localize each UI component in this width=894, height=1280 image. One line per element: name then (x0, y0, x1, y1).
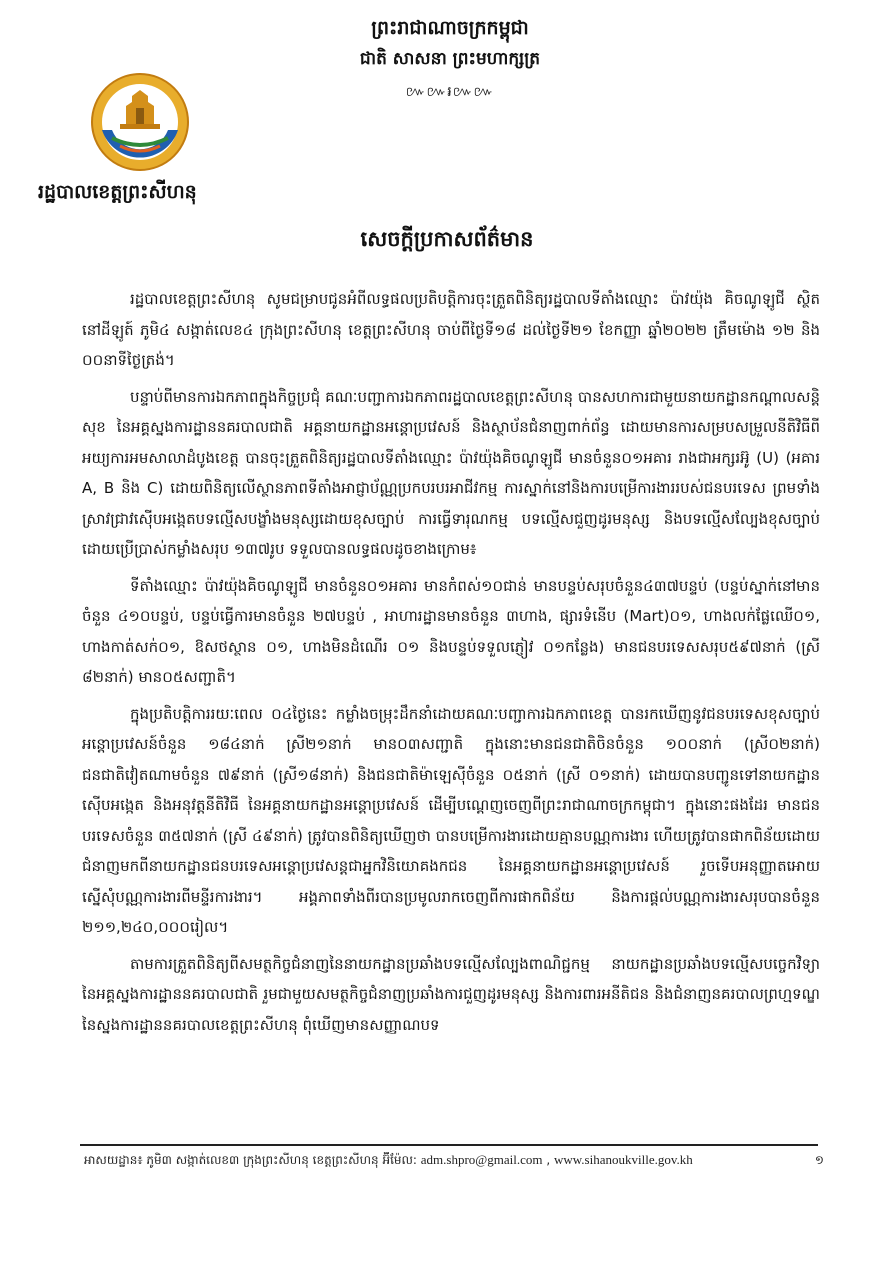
website-link[interactable]: www.sihanoukville.gov.kh (553, 1152, 693, 1167)
paragraph-3: ទីតាំងឈ្មោះ ប៉ាវយ៉ុងគិចណូឡូជី មានចំនួន០១អគារ មានកំពស់១០ជាន់ មានបន្ទប់សរុបចំនួន៤៣៧បន្ទប់ (បន្ទប់ស្នាក់នៅមានចំនួន ៤១០បន្ទប់, បន្ទប់ធ្វើការមានចំនួន ២៧បន្ទប់ , អាហារដ្ឋានមានចំនួន ៣ហាង, ផ្សារទំនើប (Mart)០១, ហាងលក់ផ្លែឈើ០១, ហាងកាត់សក់០១, ឱសថស្ថាន ០១, ហាងមិនដំណើរ ០១ និងបន្ទប់ទទួលភ្ញៀវ ០១កន្លែង) មានជនបរទេសសរុប៥៩៧នាក់ (ស្រី ៨២នាក់) មាន០៥សញ្ជាតិ។ (82, 576, 820, 686)
document-title: សេចក្ដីប្រកាសព័ត៌មាន (360, 226, 534, 251)
provincial-emblem-icon (90, 72, 190, 172)
paragraph-2: បន្ទាប់ពីមានការឯកភាពក្នុងកិច្ចប្រជុំ គណៈបញ្ជាការឯកភាពរដ្ឋបាលខេត្តព្រះសីហនុ បានសហការជាមួយនាយកដ្ឋានកណ្ដាលសន្តិសុខ នៃអគ្គស្នងការដ្ឋាននគរបាលជាតិ អគ្គនាយកដ្ឋានអន្តោប្រវេសន៍ និងស្ថាប័នជំនាញពាក់ព័ន្ធ ដោយមានការសម្របសម្រួលនីតិវិធីពីអយ្យការអមសាលាដំបូងខេត្ត បានចុះត្រួតពិនិត្យរដ្ឋបាលទីតាំងឈ្មោះ ប៉ាវយ៉ុងគិចណូឡូជី មានចំនួន០១អគារ រាងជាអក្សរអ៊ូ (U) (អគារ A, B និង C) ដោយពិនិត្យលើស្ថានភាពទីតាំងអាជ្ញាប័ណ្ណប្រកបរបរអាជីវកម្ម ការស្នាក់នៅនិងការបម្រើការងាររបស់ជនបរទេស ព្រមទាំងស្រាវជ្រាវស៊ើបអង្កេតបទល្មើសបង្ខាំងមនុស្សដោយខុសច្បាប់ ការធ្វើទារុណកម្ម បទល្មើសជួញដូរមនុស្ស និងបទល្មើសល្បែងខុសច្បាប់ ដោយប្រើប្រាស់កម្លាំងសរុប ១៣៧រូប ទទួលបានលទ្ធផលដូចខាងក្រោម៖ (82, 387, 820, 558)
paragraph-4: ក្នុងប្រតិបត្តិការរយៈពេល ០៤ថ្ងៃនេះ កម្លាំងចម្រុះដឹកនាំដោយគណៈបញ្ជាការឯកភាពខេត្ត បានរកឃើញនូវជនបរទេសខុសច្បាប់អន្តោប្រវេសន៍ចំនួន ១៨៤នាក់ ស្រី២១នាក់ មាន០៣សញ្ជាតិ ក្នុងនោះមានជនជាតិចិនចំនួន ១០០នាក់ (ស្រី០២នាក់) ជនជាតិវៀតណាមចំនួន ៧៩នាក់ (ស្រី១៨នាក់) និងជនជាតិម៉ាឡេស៊ីចំនួន ០៥នាក់ (ស្រី ០១នាក់) ដោយបានបញ្ជូនទៅនាយកដ្ឋានស៊ើបអង្កេត និងអនុវត្តនីតិវិធី នៃអគ្គនាយកដ្ឋានអន្តោប្រវេសន៍ ដើម្បីបណ្ដេញចេញពីព្រះរាជាណាចក្រកម្ពុជា។ ក្នុងនោះផងដែរ មានជនបរទេសចំនួន ៣៥៧នាក់ (ស្រី ៤៩នាក់) ត្រូវបានពិនិត្យឃើញថា បានបម្រើការងារដោយគ្មានបណ្ណការងារ ហើយត្រូវបានផាកពិន័យដោយជំនាញមកពីនាយកដ្ឋានជនបរទេសអន្តោប្រវេសន្តជាអ្នកវិនិយោគងកជន នៃអគ្គនាយកដ្ឋានអន្តោប្រវេសន៍ រួចទើបអនុញ្ញាតអោយស្នើសុំបណ្ណការងារពីមន្ទីរការងារ។ អង្គភាពទាំងពីរបានប្រមូលរាកចេញពីការផាកពិន័យ និងការផ្ដល់បណ្ណការងារសរុបបានចំនួន ២១១,២៤០,០០០រៀល។ (82, 704, 820, 936)
email-link[interactable]: adm.shpro@gmail.com (420, 1152, 543, 1167)
page-number: ១ (814, 1153, 824, 1167)
national-motto: ជាតិ សាសនា ព្រះមហាក្សត្រ (359, 49, 541, 69)
kingdom-heading: ព្រះរាជាណាចក្រកម្ពុជា (371, 17, 529, 39)
issuing-authority: រដ្ឋបាលខេត្តព្រះសីហនុ (38, 181, 197, 203)
footer-divider (80, 1144, 818, 1146)
footer (84, 1152, 824, 1172)
paragraph-5: តាមការត្រួតពិនិត្យពីសមត្ថកិច្ចជំនាញនៃនាយកដ្ឋានប្រឆាំងបទល្មើសល្បែងពាណិជ្ជកម្ម នាយកដ្ឋានប្រឆាំងបទល្មើសបច្ចេកវិទ្យា នៃអគ្គស្នងការដ្ឋាននគរបាលជាតិ រួមជាមួយសមត្ថកិច្ចជំនាញប្រឆាំងការជួញដូរមនុស្ស និងការពារអនីតិជន និងជំនាញនគរបាលព្រហ្មទណ្ឌ នៃស្នងការដ្ឋាននគរបាលខេត្តព្រះសីហនុ ពុំឃើញមានសញ្ញាណបទ (82, 954, 820, 1034)
ornament-divider: ៚៚៛៚៚ (405, 84, 495, 100)
paragraph-1: រដ្ឋបាលខេត្តព្រះសីហនុ សូមជម្រាបជូនអំពីលទ្ធផលប្រតិបត្តិការចុះត្រួតពិនិត្យរដ្ឋបាលទីតាំងឈ្មោះ ប៉ាវយ៉ុង គិចណូឡូជី ស្ថិតនៅដីឡូត៍ ភូមិ៤ សង្កាត់លេខ៤ ក្រុងព្រះសីហនុ ខេត្តព្រះសីហនុ ចាប់ពីថ្ងៃទី១៨ ដល់ថ្ងៃទី២១ ខែកញ្ញា ឆ្នាំ២០២២ ត្រឹមម៉ោង ១២ និង ០០នាទីថ្ងៃត្រង់។ (82, 290, 820, 369)
footer-address: អាសយដ្ឋាន៖ ភូមិ៣ សង្កាត់លេខ៣ ក្រុងព្រះសីហនុ ខេត្តព្រះសីហនុ អ៊ីម៉ែល: (84, 1153, 421, 1167)
footer-separator: , (542, 1153, 554, 1167)
document-body (82, 284, 820, 1139)
